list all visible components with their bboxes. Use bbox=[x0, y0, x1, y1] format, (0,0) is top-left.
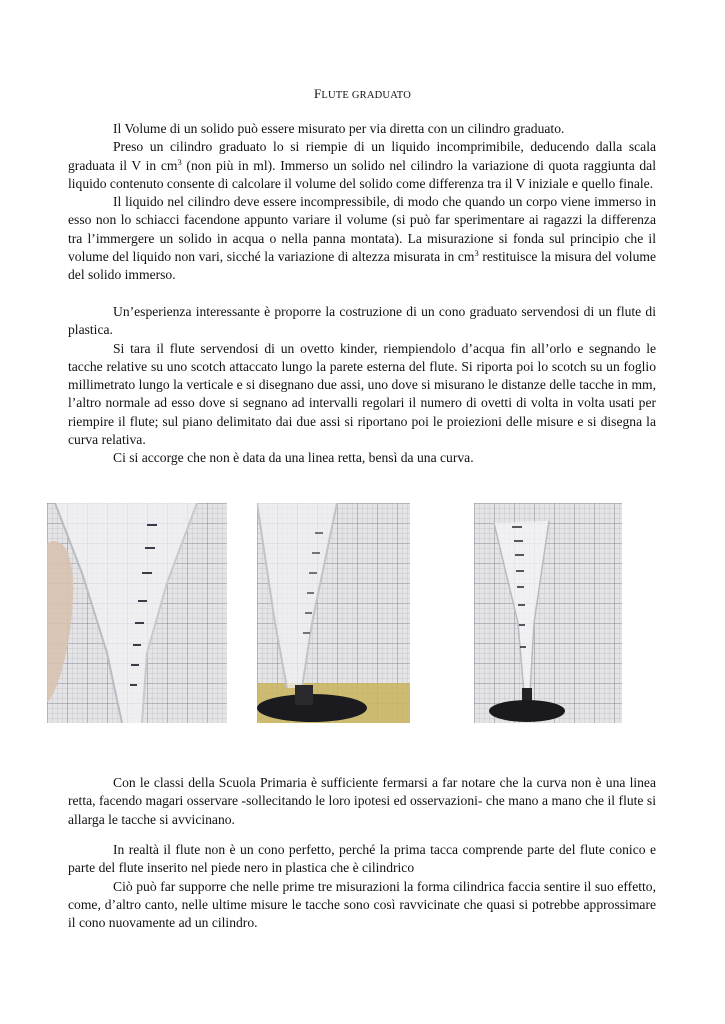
section-volume-measurement bbox=[68, 120, 656, 285]
paragraph-6: Ci si accorge che non è data da una linea retta, bensì da una curva. bbox=[113, 450, 474, 466]
flute-photo-front bbox=[474, 503, 622, 723]
paragraph-7: Con le classi della Scuola Primaria è sufficiente fermarsi a far notare che la curva non è una linea retta, facendo magari osservare -sollecitando le loro ipotesi ed osservazioni- che mano a mano che il flute si allarga le tacche si avvicinano. bbox=[68, 775, 656, 827]
flute-photo-side-icon bbox=[257, 503, 410, 723]
paragraph-4: Un’esperienza interessante è proporre la costruzione di un cono graduato servendosi di un flute di plastica. bbox=[68, 304, 656, 338]
flute-photo-side bbox=[257, 503, 410, 723]
paragraph-5: Si tara il flute servendosi di un ovetto kinder, riempiendolo d’acqua fin all’orlo e segnando le tacche relative su uno scotch attaccato lungo la parete esterna del flute. Si riporta poi lo scotch su un foglio millimetrato lungo la verticale e si disegnano due assi, uno dove si misurano le distanze delle tacche in mm, l’altro normale ad esso dove si segnano ad intervalli regolari il numero di ovetti di volta in volta usati per riempire il flute; sul piano delimitato dai due assi si riportano poi le proiezioni delle misure e si disegna la curva relativa. bbox=[68, 340, 656, 448]
paragraph-3-text-b: restituisce la misura del volume del solido immerso. bbox=[68, 249, 656, 283]
page-title bbox=[0, 86, 725, 102]
section-flute-experience bbox=[68, 303, 656, 468]
flute-photo-held-icon bbox=[47, 503, 227, 723]
paragraph-2-text-b: (non più in ml). Immerso un solido nel cilindro la variazione di quota raggiunta dal liquido contenuto consente di calcolare il volume del solido come differenza tra il V iniziale e quello finale. bbox=[68, 157, 656, 191]
paragraph-3 bbox=[68, 193, 656, 284]
paragraph-2-sup: 3 bbox=[177, 156, 182, 167]
paragraph-2 bbox=[68, 138, 656, 193]
section-imperfect-cone bbox=[68, 841, 656, 932]
title-rest: LUTE GRADUATO bbox=[321, 90, 412, 101]
paragraph-1: Il Volume di un solido può essere misurato per via diretta con un cilindro graduato. bbox=[113, 121, 565, 136]
paragraph-8: In realtà il flute non è un cono perfetto, perché la prima tacca comprende parte del flute conico e parte del flute inserito nel piede nero in plastica che è cilindrico bbox=[68, 842, 656, 876]
flute-photo-held bbox=[47, 503, 227, 723]
flute-photo-front-icon bbox=[474, 503, 622, 723]
paragraph-3-sup: 3 bbox=[474, 248, 479, 259]
title-initial: F bbox=[313, 86, 322, 101]
paragraph-2-text-a: Preso un cilindro graduato lo si riempie di un liquido incomprimibile, deducendo dalla scala graduata il V in cm bbox=[68, 139, 656, 173]
section-primary-school bbox=[68, 774, 656, 829]
paragraph-9: Ciò può far supporre che nelle prime tre misurazioni la forma cilindrica faccia sentire il suo effetto, come, d’altro canto, nelle ultime misure le tacche sono così ravvicinate che quasi si potrebbe approssimare il cono nuovamente ad un cilindro. bbox=[68, 878, 656, 931]
paragraph-3-text-a: Il liquido nel cilindro deve essere incompressibile, di modo che quando un corpo viene immerso in esso non lo schiacci facendone appunto variare il volume (si può far sperimentare ai ragazzi la differenza tra l’immergere un solido in acqua o nella panna montata). La misurazione si fonda sul principio che il volume del liquido non vari, sicché la variazione di altezza misurata in cm bbox=[68, 194, 656, 265]
